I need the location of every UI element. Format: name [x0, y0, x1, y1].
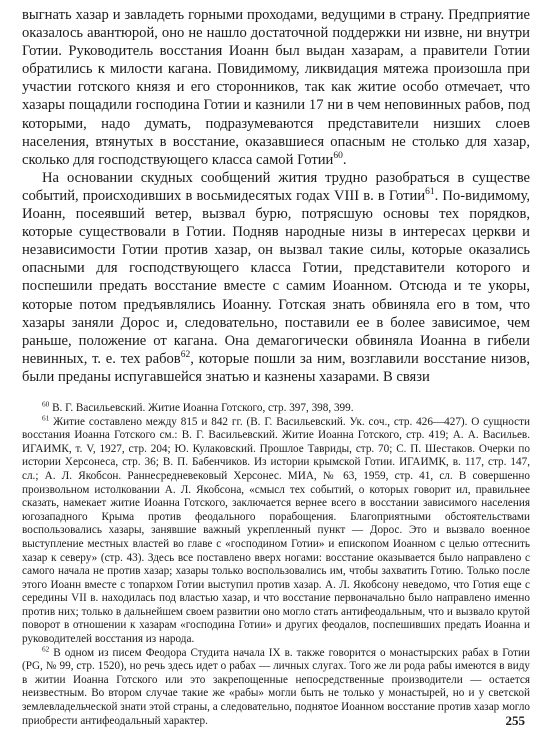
- footnotes: [22, 402, 530, 728]
- paragraph-2-text-a: На основании скудных сообщений жития трудно разобраться в существе событий, происходивших в восьмидесятых годах VIII в. в Готии: [22, 169, 530, 204]
- paragraph-2-text-b: . По-видимому, Иоанн, посеявший ветер, вызвал бурю, потрясшую основы тех порядков, которые существовали в Готии. Подняв народные низы в интересах церкви и независимости Готии против хазар, он вызвал такие силы, которые оказались опасными для господствующего класса Готии, представители которого и поспешили предать восстание вместе с самим Иоанном. Отсюда и те укоры, которые потом предъявлялись Иоанну. Готская знать обвиняла его в том, что хазары заняли Дорос и, следовательно, поставили ее в более зависимое, чем раньше, положение от кагана. Она демагогически обвиняла Иоанна в гибели невинных, т. е. тех рабов: [22, 187, 530, 367]
- footnote-ref-61[interactable]: 61: [425, 187, 435, 198]
- footnote-text: В одном из писем Феодора Студита начала IX в. также говорится о монастырских рабах в Готии (PG, № 99, стр. 1520), но речь здесь идет о рабах — личных слугах. Того же ли рода рабы имеются в виду в житии Иоанна Готского или это закрепощенные непосредственные производители — остается неизвестным. Во втором случае такие же «рабы» могли быть не только у монастырей, но и у светской землевладельческой знати этой страны, а следовательно, поднятое Иоанном восстание против хазар могло приобрести антифеодальный характер.: [22, 646, 530, 727]
- paragraph-1-text: выгнать хазар и завладеть горными проходами, ведущими в страну. Предприятие оказалось авантюрой, оно не нашло достаточной поддержки ни извне, ни внутри Готии. Руководитель восстания Иоанн был выдан хазарам, а правители Готии обратились к милости кагана. Повидимому, ликвидация мятежа произошла при участии готского князя и его сторонников, так как житие особо отмечает, что хазары пощадили господина Готии и казнили 17 ни в чем неповинных рабов, под которыми, надо думать, подразумеваются представители низших слоев населения, втянутых в восстание, оказавшиеся опасным не столько для хазар, сколько для господствующего класса самой Готии: [22, 7, 530, 168]
- paragraph-2-text-c: , которые пошли за ним, возглавили восстание низов, были преданы испугавшейся знатью и казнены хазарами. В связи: [22, 350, 530, 385]
- footnote-ref-62[interactable]: 62: [180, 349, 191, 360]
- footnote-number: 62: [42, 644, 50, 653]
- paragraph-2: [22, 169, 530, 386]
- page-content: [22, 6, 530, 728]
- main-text: [22, 6, 530, 386]
- footnote-text: В. Г. Васильевский. Житие Иоанна Готского, стр. 397, 398, 399.: [49, 401, 354, 414]
- footnote-number: 60: [42, 400, 50, 409]
- paragraph-1: выгнать хазар и завладеть горными проходами, ведущими в страну. Предприятие оказалось авантюрой, оно не нашло достаточной поддержки ни извне, ни внутри Готии. Руководитель восстания Иоанн был выдан хазарам, а правители Готии обратились к милости кагана. Повидимому, ликвидация мятежа произошла при участии готского князя и его сторонников, так как житие особо отмечает, что хазары пощадили господина Готии и казнили 17 ни в чем неповинных рабов, под которыми, надо думать, подразумеваются представители низших слоев населения, втянутых в восстание, оказавшиеся опасным не столько для хазар, сколько для господствующего класса самой Готии$^{60}$.: [22, 7, 530, 168]
- footnote-61: [22, 413, 530, 647]
- footnote-60: [22, 402, 530, 416]
- footnote-text: Житие составлено между 815 и 842 гг. (В. Г. Васильевский. Ук. соч., стр. 426—427). О сущности восстания Иоанна Готского см.: В. Г. Васильевский. Житие Иоанна Готского, стр. 419; А. А. Васильев. ИГАИМК, т. V, 1927, стр. 204; Ю. Кулаковский. Прошлое Тавриды, стр. 70; С. П. Шестаков. Очерки по истории Херсонеса, стр. 36; В. П. Бабенчиков. Из истории крымской Готии. ИГАИМК, в. 117, стр. 147, сл.; А. Л. Якобсон. Раннесредневековый Херсонес. МИА, № 63, 1959, стр. 41, сл. В совершенно произвольном истолковании А. Л. Якобсона, «смысл тех событий, о которых говорит ил, правильнее сказать, намекает житие Иоанна Готского, заключается вернее всего в восстании зависимого населения югозападного Крыма против феодального порабощения. Благоприятными обстоятельствами воспользовались хазары, занявшие важный укрепленный пункт — Дорос. Это и вызвало военное выступление местных властей во главе с «господином Готии» и епископом Иоанном с целью оттеснить хазар к северу» (стр. 43). Здесь все поставлено вверх ногами: восстание оказывается было направлено с самого начала не против хазар; хазары только воспользовались им, чтобы захватить Готию. Только после этого Иоанн вместе с топархом Готии выступил против хазар. А. Л. Якобсону неведомо, что Готия еще с середины VII в. находилась под властью хазар, и что восстание первоначально было направлено именно против них; только в дальнейшем своем развитии оно могло стать антифеодальным, что и вызвало крутой поворот в отношении к хазарам «господина Готии» и других феодалов, поспешивших предать Иоанна и руководителей восстания из народа.: [22, 415, 530, 646]
- footnote-ref-60[interactable]: 60: [333, 150, 343, 161]
- footnote-number: 61: [42, 413, 50, 422]
- footnote-62: [22, 644, 530, 729]
- page-number: 255: [505, 713, 525, 728]
